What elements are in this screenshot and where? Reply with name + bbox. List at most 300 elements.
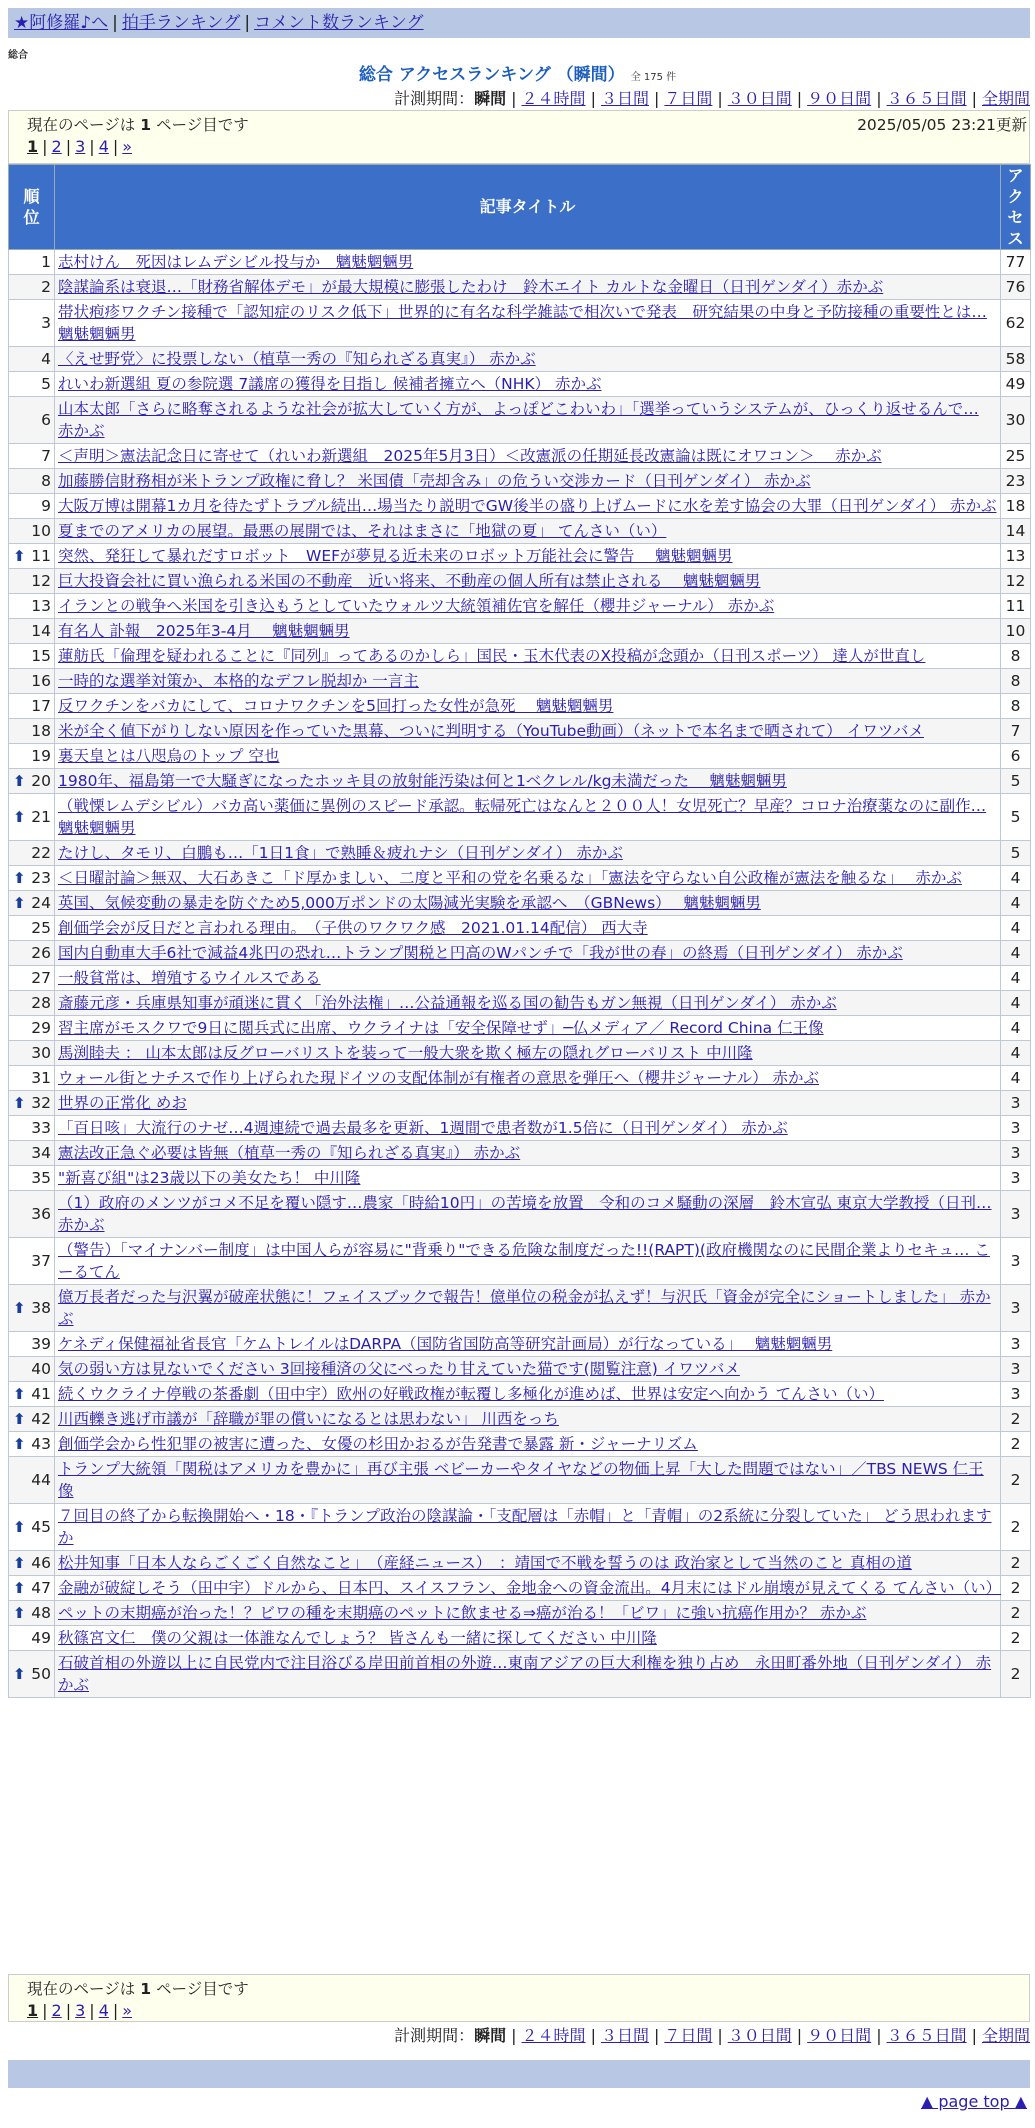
top-nav: ★阿修羅♪へ | 拍手ランキング | コメント数ランキング (8, 8, 1030, 38)
period-separator: | (717, 89, 723, 108)
table-row (9, 694, 1031, 719)
table-row (9, 275, 1031, 300)
access-count: 2 (1001, 1601, 1031, 1626)
article-link[interactable]: 裏天皇とは八咫烏のトップ 空也 (58, 747, 280, 765)
article-link[interactable]: 金融が破綻しそう（田中宇）ドルから、日本円、スイスフラン、金地金への資金流出。4月末にはドル崩壊が見えてくる てんさい（い） (58, 1579, 1002, 1597)
table-row (9, 1285, 1031, 1332)
rank-cell (9, 1651, 55, 1698)
clap-ranking-link[interactable]: 拍手ランキング (121, 13, 241, 33)
title-cell (55, 469, 1001, 494)
access-count: 3 (1001, 1357, 1031, 1382)
article-link[interactable]: 山本太郎「さらに略奪されるような社会が拡大していく方が、よっぽどこわいわ」「選挙っていうシステムが、ひっくり返せるんで… 赤かぶ (58, 400, 979, 440)
period-separator: | (796, 89, 803, 108)
table-row (9, 1457, 1031, 1504)
rank-number: 11 (31, 547, 51, 565)
title-cell (55, 1601, 1001, 1626)
rank-number: 15 (31, 647, 51, 665)
rank-cell (9, 1238, 55, 1285)
paging-suffix: ページ目です (156, 1980, 249, 1998)
article-link[interactable]: "新喜び組"は23歳以下の美女たち！ 中川隆 (58, 1169, 361, 1187)
rank-cell (9, 1066, 55, 1091)
title-cell (55, 841, 1001, 866)
rank-number: 21 (31, 808, 51, 826)
table-row (9, 941, 1031, 966)
article-link[interactable]: 続くウクライナ停戦の茶番劇（田中宇）欧州の好戦政権が転覆し多極化が進めば、世界は安定へ向かう てんさい（い） (58, 1385, 884, 1403)
access-count: 3 (1001, 1091, 1031, 1116)
table-row (9, 1116, 1031, 1141)
table-row (9, 744, 1031, 769)
rank-cell (9, 397, 55, 444)
rank-number: 28 (31, 994, 51, 1012)
article-link[interactable]: 陰謀論系は衰退…「財務省解体デモ」が最大規模に膨張したわけ 鈴木エイト カルトな金曜日（日刊ゲンダイ）赤かぶ (58, 278, 884, 296)
period-link-5[interactable]: ３６５日間 (886, 89, 967, 108)
rank-number: 34 (31, 1144, 51, 1162)
access-count: 2 (1001, 1432, 1031, 1457)
rank-cell (9, 644, 55, 669)
rank-cell (9, 519, 55, 544)
title-cell (55, 891, 1001, 916)
table-row (9, 1166, 1031, 1191)
rank-up-arrow-icon: ⬆ (13, 1665, 26, 1683)
title-cell (55, 1357, 1001, 1382)
access-count: 2 (1001, 1626, 1031, 1651)
article-link[interactable]: 帯状疱疹ワクチン接種で「認知症のリスク低下」世界的に有名な科学雑誌で相次いで発表 研究結果の中身と予防接種の重要性とは… 魑魅魍魎男 (58, 303, 987, 343)
rank-number: 27 (31, 969, 51, 987)
rank-up-arrow-icon: ⬆ (13, 1579, 26, 1597)
title-cell (55, 275, 1001, 300)
period-link-1[interactable]: ３日間 (600, 89, 649, 108)
rank-number: 20 (31, 772, 51, 790)
title-cell (55, 991, 1001, 1016)
bottom-bar (8, 2060, 1030, 2088)
access-header: アクセス (1001, 165, 1031, 250)
rank-cell (9, 1357, 55, 1382)
access-count: 5 (1001, 841, 1031, 866)
title-cell (55, 669, 1001, 694)
rank-cell (9, 669, 55, 694)
article-link[interactable]: （警告）「マイナンバー制度」は中国人らが容易に"背乗り"できる危険な制度だった!!(RAPT)(政府機関なのに民間企業よりセキュ… こーるてん (58, 1241, 990, 1281)
page-top-link[interactable]: ▲ page top ▲ (920, 2092, 1027, 2111)
article-link[interactable]: 大阪万博は開幕1カ月を待たずトラブル続出…場当たり説明でGW後半の盛り上げムードに水を差す協会の大罪（日刊ゲンダイ） 赤かぶ (58, 497, 997, 515)
rank-cell (9, 347, 55, 372)
rank-cell (9, 1457, 55, 1504)
rank-cell (9, 1504, 55, 1551)
article-link[interactable]: 加藤勝信財務相が米トランプ政権に脅し？ 米国債「売却含み」の危うい交渉カード（日刊ゲンダイ） 赤かぶ (58, 472, 811, 490)
article-link[interactable]: 松井知事「日本人ならごくごく自然なこと」 （産経ニュース） ：靖国で不戦を誓うのは 政治家として当然のこと 真相の道 (58, 1554, 912, 1572)
article-link[interactable]: 気の弱い方は見ないでください 3回接種済の父にべったり甘えていた猫です(閲覧注意) イワツバメ (58, 1360, 740, 1378)
access-count: 4 (1001, 1066, 1031, 1091)
paging-status (27, 1978, 1011, 2000)
article-link[interactable]: 突然、発狂して暴れだすロボット WEFが夢見る近未来のロボット万能社会に警告 魑魅魍魎男 (58, 547, 733, 565)
rank-up-arrow-icon: ⬆ (13, 808, 26, 826)
access-count: 4 (1001, 991, 1031, 1016)
period-separator: | (511, 2026, 517, 2045)
title-header: 記事タイトル (55, 165, 1001, 250)
period-label: 計測期間： (394, 2026, 475, 2045)
rank-cell (9, 694, 55, 719)
rank-number: 42 (31, 1410, 51, 1428)
rank-number: 19 (31, 747, 51, 765)
paging-current-number: 1 (140, 116, 151, 134)
rank-up-arrow-icon: ⬆ (13, 1554, 26, 1572)
article-link[interactable]: 石破首相の外遊以上に自民党内で注目浴びる岸田前首相の外遊…東南アジアの巨大利権を独り占め 永田町番外地（日刊ゲンダイ） 赤かぶ (58, 1654, 992, 1694)
home-link[interactable]: ★阿修羅♪へ (14, 13, 109, 33)
article-link[interactable]: 世界の正常化 めお (58, 1094, 187, 1112)
rank-cell (9, 866, 55, 891)
period-link-5[interactable]: ３６５日間 (886, 2026, 967, 2045)
pagination-separator: | (65, 2001, 72, 2020)
article-link[interactable]: 川西轢き逃げ市議が「辞職が罪の償いになるとは思わない」 川西をっち (58, 1410, 559, 1428)
article-link[interactable]: 米が全く値下がりしない原因を作っていた黒幕、ついに判明する（YouTube動画）（ネットで本名まで晒されて） イワツバメ (58, 722, 924, 740)
table-row (9, 519, 1031, 544)
access-count: 3 (1001, 1141, 1031, 1166)
category-tag: 総合 (8, 50, 28, 61)
rank-cell (9, 719, 55, 744)
title-cell (55, 644, 1001, 669)
article-link[interactable]: イランとの戦争へ米国を引き込もうとしていたウォルツ大統領補佐官を解任（櫻井ジャーナル） 赤かぶ (58, 597, 775, 615)
rank-number: 48 (31, 1604, 51, 1622)
rank-up-arrow-icon: ⬆ (13, 1435, 26, 1453)
rank-up-arrow-icon: ⬆ (13, 869, 26, 887)
article-link[interactable]: ７回目の終了から転換開始へ・18・『トランプ政治の陰謀論・「支配層は「赤帽」と「青帽」の2系統に分裂していた」 どう思われますか (58, 1507, 992, 1547)
title-cell (55, 594, 1001, 619)
rank-number: 18 (31, 722, 51, 740)
pagination-page-4[interactable]: 4 (98, 2001, 109, 2020)
rank-number: 50 (31, 1665, 51, 1683)
rank-cell (9, 1601, 55, 1626)
pagination-page-4[interactable]: 4 (98, 137, 109, 156)
title-cell (55, 719, 1001, 744)
article-link[interactable]: 有名人 訃報 2025年3-4月 魑魅魍魎男 (58, 622, 350, 640)
article-link[interactable]: ペットの末期癌が治った！？ビワの種を末期癌のペットに飲ませる⇒癌が治る！「ビワ」に強い抗癌作用か？ 赤かぶ (58, 1604, 867, 1622)
access-count: 25 (1001, 444, 1031, 469)
title-cell (55, 372, 1001, 397)
title-cell (55, 619, 1001, 644)
article-link[interactable]: 習主席がモスクワで9日に閲兵式に出席、ウクライナは「安全保障せず」─仏メディア／ Record China 仁王像 (58, 1019, 824, 1037)
rank-cell (9, 941, 55, 966)
article-link[interactable]: れいわ新選組 夏の参院選 7議席の獲得を目指し 候補者擁立へ（NHK） 赤かぶ (58, 375, 602, 393)
title-cell (55, 1238, 1001, 1285)
period-link-0[interactable]: ２４時間 (521, 89, 586, 108)
access-count: 12 (1001, 569, 1031, 594)
pagination-page-2[interactable]: 2 (51, 2001, 62, 2020)
rank-number: 37 (31, 1252, 51, 1270)
access-count: 3 (1001, 1191, 1031, 1238)
rank-cell (9, 619, 55, 644)
article-link[interactable]: 国内自動車大手6社で減益4兆円の恐れ…トランプ関税と円高のWパンチで「我が世の春」の終焉（日刊ゲンダイ） 赤かぶ (58, 944, 903, 962)
title-cell (55, 1191, 1001, 1238)
article-link[interactable]: 億万長者だった与沢翼が破産状態に！フェイスブックで報告！億単位の税金が払えず！与沢氏「資金が完全にショートしました」 赤かぶ (58, 1288, 991, 1328)
table-row (9, 397, 1031, 444)
table-row (9, 794, 1031, 841)
rank-up-arrow-icon: ⬆ (13, 1410, 26, 1428)
article-link[interactable]: トランプ大統領「関税はアメリカを豊かに」再び主張 ベビーカーやタイヤなどの物価上昇「大した問題ではない」／TBS NEWS 仁王像 (58, 1460, 984, 1500)
period-separator: | (653, 89, 660, 108)
table-row (9, 1601, 1031, 1626)
table-row (9, 544, 1031, 569)
article-link[interactable]: 夏までのアメリカの展望。最悪の展開では、それはまさに「地獄の夏」 てんさい（い） (58, 522, 667, 540)
rank-cell (9, 544, 55, 569)
rank-cell (9, 594, 55, 619)
title-cell (55, 1091, 1001, 1116)
rank-cell (9, 991, 55, 1016)
access-count: 4 (1001, 1016, 1031, 1041)
table-row (9, 444, 1031, 469)
period-link-0[interactable]: ２４時間 (521, 2026, 586, 2045)
rank-cell (9, 966, 55, 991)
article-link[interactable]: 志村けん 死因はレムデシビル投与か 魑魅魍魎男 (58, 253, 414, 271)
rank-number: 49 (31, 1629, 51, 1647)
rank-number: 41 (31, 1385, 51, 1403)
access-count: 4 (1001, 916, 1031, 941)
article-link[interactable]: 馬渕睦夫 ： 山本太郎は反グローバリストを装って一般大衆を欺く極左の隠れグローバリスト 中川隆 (58, 1044, 753, 1062)
table-row (9, 1551, 1031, 1576)
ranking-table (8, 164, 1031, 1698)
article-link[interactable]: 1980年、福島第一で大騒ぎになったホッキ貝の放射能汚染は何と1ベクレル/kg未満だった 魑魅魍魎男 (58, 772, 787, 790)
access-count: 2 (1001, 1576, 1031, 1601)
rank-cell (9, 275, 55, 300)
rank-number: 3 (41, 314, 51, 332)
rank-cell (9, 1551, 55, 1576)
period-link-3[interactable]: ３０日間 (727, 2026, 792, 2045)
title-cell (55, 1141, 1001, 1166)
rank-up-arrow-icon: ⬆ (13, 1299, 26, 1317)
rank-cell (9, 794, 55, 841)
pagination-page-2[interactable]: 2 (51, 137, 62, 156)
rank-cell (9, 250, 55, 275)
article-link[interactable]: 創価学会から性犯罪の被害に遭った、女優の杉田かおるが告発書で暴露 新・ジャーナリズム (58, 1435, 698, 1453)
rank-cell (9, 1626, 55, 1651)
pagination-page-3[interactable]: 3 (75, 2001, 86, 2020)
rank-up-arrow-icon: ⬆ (13, 547, 26, 565)
article-link[interactable]: 〈えせ野党〉に投票しない（植草一秀の『知られざる真実』） 赤かぶ (58, 350, 536, 368)
rank-number: 29 (31, 1019, 51, 1037)
rank-number: 16 (31, 672, 51, 690)
rank-up-arrow-icon: ⬆ (13, 1518, 26, 1536)
title-cell (55, 916, 1001, 941)
comment-ranking-link[interactable]: コメント数ランキング (254, 13, 424, 33)
article-link[interactable]: ウォール街とナチスで作り上げられた現ドイツの支配体制が有権者の意思を弾圧へ（櫻井ジャーナル） 赤かぶ (58, 1069, 820, 1087)
article-link[interactable]: 創価学会が反日だと言われる理由。 （子供のワクワク感 2021.01.14配信） 西大寺 (58, 919, 648, 937)
table-row (9, 991, 1031, 1016)
access-count: 3 (1001, 1382, 1031, 1407)
access-count: 4 (1001, 866, 1031, 891)
title-cell (55, 1382, 1001, 1407)
article-link[interactable]: ＜日曜討論＞無双、大石あきこ「ド厚かましい、二度と平和の党を名乗るな」「憲法を守らない自公政権が憲法を触るな」 赤かぶ (58, 869, 962, 887)
access-count: 13 (1001, 544, 1031, 569)
total-count: 全 175 件 (630, 72, 677, 83)
title-cell (55, 1626, 1001, 1651)
title-cell (55, 1551, 1001, 1576)
article-link[interactable]: 一般貧常は、増殖するウイルスである (58, 969, 321, 987)
article-link[interactable]: 「百日咳」大流行のナゼ…4週連続で過去最多を更新、1週間で患者数が1.5倍に（日刊ゲンダイ） 赤かぶ (58, 1119, 788, 1137)
title-cell (55, 1457, 1001, 1504)
table-row (9, 966, 1031, 991)
access-count: 14 (1001, 519, 1031, 544)
period-link-3[interactable]: ３０日間 (727, 89, 792, 108)
access-count: 8 (1001, 694, 1031, 719)
table-row (9, 719, 1031, 744)
table-row (9, 347, 1031, 372)
title-cell (55, 1407, 1001, 1432)
paging-suffix: ページ目です (156, 116, 249, 134)
period-separator: | (876, 89, 882, 108)
title-cell (55, 1116, 1001, 1141)
title-cell (55, 1332, 1001, 1357)
rank-cell (9, 1432, 55, 1457)
rank-number: 2 (41, 278, 51, 296)
period-separator: | (653, 2026, 660, 2045)
rank-cell (9, 769, 55, 794)
rank-number: 35 (31, 1169, 51, 1187)
table-row (9, 1016, 1031, 1041)
article-link[interactable]: ケネディ保健福祉省長官「ケムトレイルはDARPA（国防省国防高等研究計画局）が行なっている」 魑魅魍魎男 (58, 1335, 833, 1353)
rank-cell (9, 569, 55, 594)
pagination-next[interactable]: » (122, 2001, 133, 2020)
access-count: 3 (1001, 1238, 1031, 1285)
title-cell (55, 966, 1001, 991)
article-link[interactable]: （戦慄レムデシビル）バカ高い薬価に異例のスピード承認。転帰死亡はなんと２００人！女児死亡？早産？コロナ治療薬なのに副作… 魑魅魍魎男 (58, 797, 987, 837)
period-separator: | (971, 2026, 977, 2045)
title-text: 総合 アクセスランキング （瞬間） (358, 65, 625, 85)
title-cell (55, 444, 1001, 469)
pagination-page-3[interactable]: 3 (75, 137, 86, 156)
article-link[interactable]: 秋篠宮文仁 僕の父親は一体誰なんでしょう？ 皆さんも一緒に探してください 中川隆 (58, 1629, 657, 1647)
period-link-2[interactable]: ７日間 (664, 2026, 713, 2045)
rank-cell (9, 1166, 55, 1191)
article-link[interactable]: 斎藤元彦・兵庫県知事が頑迷に貫く「治外法権」…公益通報を巡る国の勧告もガン無視（日刊ゲンダイ） 赤かぶ (58, 994, 837, 1012)
title-cell (55, 1576, 1001, 1601)
table-row (9, 1141, 1031, 1166)
pagination-page-1: 1 (27, 137, 39, 156)
period-label: 計測期間： (394, 89, 475, 108)
rank-number: 33 (31, 1119, 51, 1137)
rank-number: 10 (31, 522, 51, 540)
rank-number: 26 (31, 944, 51, 962)
period-link-1[interactable]: ３日間 (600, 2026, 649, 2045)
title-cell (55, 941, 1001, 966)
period-selector-bottom (394, 2023, 1030, 2046)
period-link-6[interactable]: 全期間 (981, 89, 1030, 108)
title-cell (55, 1016, 1001, 1041)
article-link[interactable]: 憲法改正急ぐ必要は皆無（植草一秀の『知られざる真実』） 赤かぶ (58, 1144, 521, 1162)
period-separator: | (796, 2026, 803, 2045)
pagination-separator: | (89, 2001, 95, 2020)
article-link[interactable]: 蓮舫氏「倫理を疑われることに『同列』ってあるのかしら」国民・玉木代表のX投稿が念頭か（日刊スポーツ） 達人が世直し (58, 647, 926, 665)
rank-cell (9, 1141, 55, 1166)
access-count: 8 (1001, 669, 1031, 694)
rank-number: 17 (31, 697, 51, 715)
article-link[interactable]: 巨大投資会社に買い漁られる米国の不動産 近い将来、不動産の個人所有は禁止される 魑魅魍魎男 (58, 572, 761, 590)
table-row (9, 1041, 1031, 1066)
article-link[interactable]: （1）政府のメンツがコメ不足を覆い隠す…農家「時給10円」の苦境を放置 令和のコメ騒動の深層 鈴木宣弘 東京大学教授（日刊… 赤かぶ (58, 1194, 992, 1234)
access-count: 76 (1001, 275, 1031, 300)
period-link-6[interactable]: 全期間 (981, 2026, 1030, 2045)
title-cell (55, 347, 1001, 372)
table-row (9, 1066, 1031, 1091)
title-cell (55, 1504, 1001, 1551)
access-count: 7 (1001, 719, 1031, 744)
rank-number: 1 (41, 253, 51, 271)
rank-number: 25 (31, 919, 51, 937)
pagination-separator: | (42, 2001, 48, 2020)
rank-cell (9, 916, 55, 941)
access-count: 2 (1001, 1457, 1031, 1504)
period-separator: | (717, 2026, 723, 2045)
article-link[interactable]: 一時的な選挙対策か、本格的なデフレ脱却か 一言主 (58, 672, 419, 690)
rank-up-arrow-icon: ⬆ (13, 1604, 26, 1622)
access-count: 2 (1001, 1407, 1031, 1432)
rank-cell (9, 1041, 55, 1066)
page-title (0, 60, 1035, 85)
table-row (9, 1332, 1031, 1357)
period-link-4[interactable]: ９０日間 (807, 2026, 872, 2045)
pagination (27, 136, 1011, 158)
table-row (9, 769, 1031, 794)
access-count: 3 (1001, 1332, 1031, 1357)
title-cell (55, 397, 1001, 444)
pagination (27, 2000, 1011, 2022)
article-link[interactable]: たけし、タモリ、白鵬も…「1日1食」で熟睡＆疲れナシ（日刊ゲンダイ） 赤かぶ (58, 844, 623, 862)
article-link[interactable]: 英国、気候変動の暴走を防ぐため5,000万ポンドの太陽減光実験を承認へ （GBNews） 魑魅魍魎男 (58, 894, 761, 912)
access-count: 18 (1001, 494, 1031, 519)
table-row (9, 494, 1031, 519)
rank-number: 24 (31, 894, 51, 912)
rank-number: 40 (31, 1360, 51, 1378)
rank-number: 9 (41, 497, 51, 515)
title-cell (55, 250, 1001, 275)
title-cell (55, 744, 1001, 769)
period-current: 瞬間 (474, 2026, 507, 2045)
title-cell (55, 544, 1001, 569)
rank-number: 5 (41, 375, 51, 393)
rank-header: 順位 (9, 165, 55, 250)
paging-status (27, 114, 1027, 136)
rank-cell (9, 1116, 55, 1141)
period-link-4[interactable]: ９０日間 (807, 89, 872, 108)
rank-number: 47 (31, 1579, 51, 1597)
rank-up-arrow-icon: ⬆ (13, 894, 26, 912)
paging-current-number: 1 (140, 1980, 151, 1998)
rank-number: 8 (41, 472, 51, 490)
period-link-2[interactable]: ７日間 (664, 89, 713, 108)
access-count: 4 (1001, 941, 1031, 966)
pagination-separator: | (112, 2001, 119, 2020)
rank-number: 43 (31, 1435, 51, 1453)
paging-top (8, 110, 1030, 164)
table-row (9, 644, 1031, 669)
table-row (9, 594, 1031, 619)
rank-cell (9, 372, 55, 397)
rank-cell (9, 1332, 55, 1357)
pagination-next[interactable]: » (122, 137, 133, 156)
rank-cell (9, 891, 55, 916)
rank-up-arrow-icon: ⬆ (13, 1094, 26, 1112)
access-count: 23 (1001, 469, 1031, 494)
pagination-separator: | (42, 137, 48, 156)
title-cell (55, 1066, 1001, 1091)
table-row (9, 841, 1031, 866)
table-row (9, 1504, 1031, 1551)
article-link[interactable]: 反ワクチンをバカにして、コロナワクチンを5回打った女性が急死 魑魅魍魎男 (58, 697, 614, 715)
rank-number: 45 (31, 1518, 51, 1536)
rank-cell (9, 494, 55, 519)
table-row (9, 619, 1031, 644)
period-current: 瞬間 (474, 89, 507, 108)
period-separator: | (590, 89, 596, 108)
article-link[interactable]: ＜声明＞憲法記念日に寄せて（れいわ新選組 2025年5月3日）＜改憲派の任期延長改憲論は既にオワコン＞ 赤かぶ (58, 447, 882, 465)
table-row (9, 1432, 1031, 1457)
